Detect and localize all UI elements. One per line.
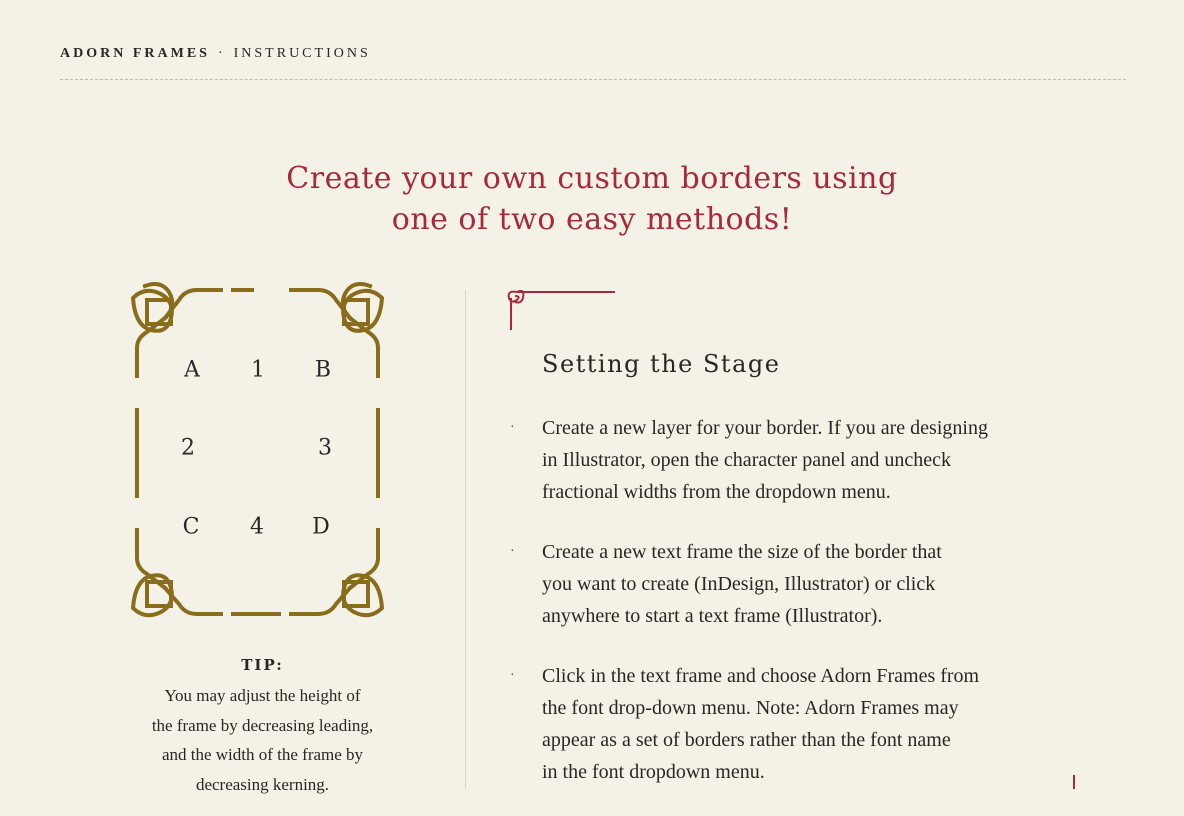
bullet-icon: ·: [510, 668, 515, 683]
section-title: Setting the Stage: [542, 350, 781, 378]
page-header: [60, 46, 371, 62]
list-item-line: Create a new text frame the size of the border that: [542, 541, 942, 563]
list-item-line: fractional widths from the dropdown menu.: [542, 481, 891, 503]
flourish-ornament-icon: [503, 284, 619, 334]
brand-name: ADORN FRAMES: [60, 46, 210, 61]
frame-label-4: 4: [250, 514, 264, 540]
frame-label-2: 2: [181, 435, 195, 461]
frame-label-d: D: [312, 514, 330, 540]
list-item-line: anywhere to start a text frame (Illustrator).: [542, 605, 883, 627]
tip-body: [120, 681, 405, 799]
frame-label-3: 3: [318, 435, 332, 461]
tip-line: decreasing kerning.: [195, 774, 330, 794]
header-separator: ·: [217, 46, 226, 61]
list-item-line: Click in the text frame and choose Adorn Frames from: [542, 665, 980, 687]
list-item-line: appear as a set of borders rather than the font name: [542, 729, 951, 751]
tip-line: You may adjust the height of: [164, 686, 361, 705]
list-item-line: you want to create (InDesign, Illustrator) or click: [542, 573, 936, 595]
tip-box: [120, 656, 405, 799]
frame-label-c: C: [182, 514, 200, 540]
tip-line: and the width of the frame by: [161, 745, 364, 764]
list-item-line: the font drop-down menu. Note: Adorn Frames may: [542, 697, 959, 719]
tip-title: TIP:: [241, 656, 284, 674]
frame-label-a: A: [184, 357, 200, 383]
bullet-icon: ·: [510, 420, 515, 435]
column-divider: [465, 290, 466, 789]
list-item: [507, 412, 1067, 508]
instruction-list: [507, 412, 1067, 816]
frame-diagram: [125, 278, 390, 628]
list-item-line: Create a new layer for your border. If you are designing: [542, 417, 988, 439]
bullet-icon: ·: [510, 544, 515, 559]
list-item: [507, 660, 1067, 788]
frame-label-1: 1: [251, 357, 265, 383]
header-divider: [60, 79, 1126, 80]
list-item: [507, 536, 1067, 632]
headline-line-1: Create your own custom borders using: [286, 161, 898, 196]
list-item-line: in the font dropdown menu.: [542, 761, 765, 783]
page-headline: [0, 158, 1184, 240]
list-item-line: in Illustrator, open the character panel and uncheck: [542, 449, 952, 471]
headline-line-2: one of two easy methods!: [391, 202, 793, 237]
header-section: INSTRUCTIONS: [233, 46, 371, 61]
frame-label-b: B: [314, 357, 332, 383]
corner-flourish-mark: [1073, 775, 1075, 789]
frame-border-graphic: [125, 278, 390, 628]
tip-line: the frame by decreasing leading,: [151, 715, 374, 735]
